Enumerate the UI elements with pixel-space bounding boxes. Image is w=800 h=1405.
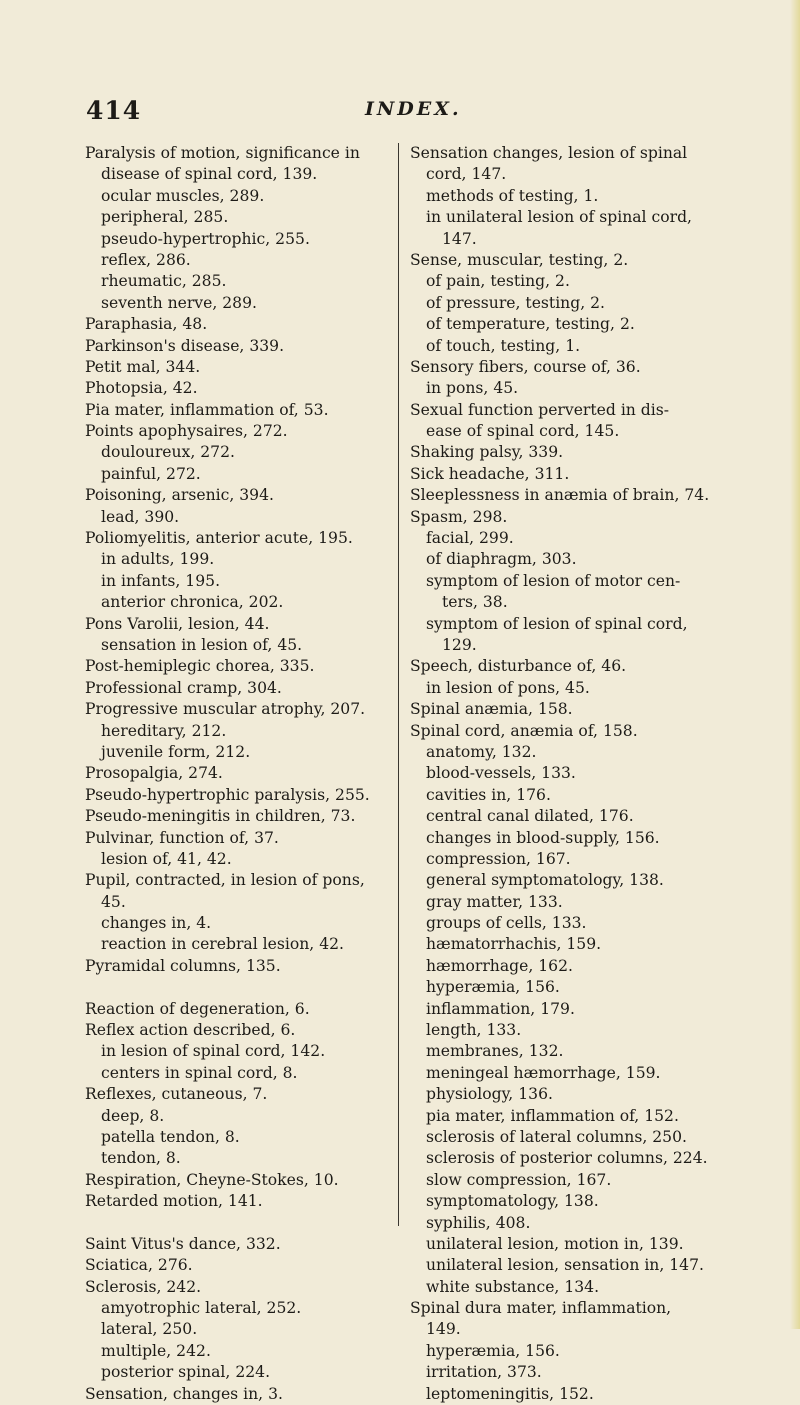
index-entry: Pia mater, inflammation of, 53.	[85, 400, 329, 419]
index-subentry: meningeal hæmorrhage, 159.	[426, 1063, 661, 1082]
index-subentry: syphilis, 408.	[426, 1213, 531, 1232]
index-subentry: length, 133.	[426, 1021, 522, 1040]
index-entry: Sensation, changes in, 3.	[85, 1384, 283, 1403]
index-entry: Pons Varolii, lesion, 44.	[85, 614, 270, 633]
index-entry: Pyramidal columns, 135.	[85, 956, 281, 975]
index-entry: Paraphasia, 48.	[85, 315, 208, 334]
index-subentry: in infants, 195.	[101, 571, 221, 590]
index-subentry: posterior spinal, 224.	[101, 1363, 271, 1382]
index-entry: Sense, muscular, testing, 2.	[410, 250, 629, 269]
index-subentry: symptom of lesion of motor cen-	[426, 571, 681, 590]
index-subentry: 149.	[426, 1320, 461, 1339]
index-subentry: pseudo-hypertrophic, 255.	[101, 229, 310, 248]
index-entry: Pseudo-hypertrophic paralysis, 255.	[85, 785, 370, 804]
index-entry: Pseudo-meningitis in children, 73.	[85, 807, 356, 826]
index-subentry: of temperature, testing, 2.	[426, 315, 635, 334]
index-subentry: patella tendon, 8.	[101, 1127, 240, 1146]
index-subentry: general symptomatology, 138.	[426, 871, 664, 890]
index-subentry: in lesion of pons, 45.	[426, 678, 590, 697]
index-entry: Post-hemiplegic chorea, 335.	[85, 657, 315, 676]
index-subentry: unilateral lesion, motion in, 139.	[426, 1234, 684, 1253]
index-subentry: anatomy, 132.	[426, 742, 537, 761]
index-subentry: disease of spinal cord, 139.	[101, 165, 318, 184]
index-entry: Respiration, Cheyne-Stokes, 10.	[85, 1170, 339, 1189]
index-subentry: leptomeningitis, 152.	[426, 1384, 594, 1403]
index-subentry: hyperæmia, 156.	[426, 978, 560, 997]
index-subentry: central canal dilated, 176.	[426, 807, 634, 826]
index-subentry: hyperæmia, 156.	[426, 1341, 560, 1360]
index-subentry: groups of cells, 133.	[426, 914, 587, 933]
index-subentry: deep, 8.	[101, 1106, 165, 1125]
index-subentry: 147.	[442, 229, 477, 248]
running-title: INDEX.	[365, 98, 462, 120]
index-subentry: hereditary, 212.	[101, 721, 227, 740]
index-entry: Spinal cord, anæmia of, 158.	[410, 721, 638, 740]
index-entry: Spinal dura mater, inflammation,	[410, 1299, 672, 1318]
section-gap	[85, 977, 393, 998]
right-index-column	[410, 143, 714, 1405]
index-entry: Photopsia, 42.	[85, 379, 198, 398]
index-subentry: rheumatic, 285.	[101, 272, 227, 291]
index-subentry: reflex, 286.	[101, 250, 191, 269]
index-entry: Spasm, 298.	[410, 507, 508, 526]
index-subentry: facial, 299.	[426, 529, 514, 548]
index-subentry: membranes, 132.	[426, 1042, 564, 1061]
index-subentry: cord, 147.	[426, 165, 507, 184]
page-header	[0, 96, 800, 130]
index-subentry: lateral, 250.	[101, 1320, 198, 1339]
index-subentry: sensation in lesion of, 45.	[101, 635, 303, 654]
page-edge	[790, 0, 800, 1329]
left-index-column	[85, 143, 393, 1405]
index-subentry: cavities in, 176.	[426, 785, 551, 804]
index-subentry: gray matter, 133.	[426, 892, 563, 911]
index-entry: Saint Vitus's dance, 332.	[85, 1234, 281, 1253]
index-subentry: in lesion of spinal cord, 142.	[101, 1042, 326, 1061]
index-subentry: amyotrophic lateral, 252.	[101, 1299, 302, 1318]
index-subentry: reaction in cerebral lesion, 42.	[101, 935, 345, 954]
index-subentry: sclerosis of lateral columns, 250.	[426, 1127, 687, 1146]
index-subentry: blood-vessels, 133.	[426, 764, 576, 783]
index-subentry: methods of testing, 1.	[426, 186, 599, 205]
index-entry: Prosopalgia, 274.	[85, 764, 223, 783]
index-subentry: ocular muscles, 289.	[101, 186, 265, 205]
index-subentry: compression, 167.	[426, 849, 571, 868]
index-entry: Sensory fibers, course of, 36.	[410, 357, 641, 376]
index-subentry: white substance, 134.	[426, 1277, 600, 1296]
index-subentry: changes in, 4.	[101, 914, 212, 933]
index-subentry: symptomatology, 138.	[426, 1192, 599, 1211]
index-subentry: of pressure, testing, 2.	[426, 293, 605, 312]
index-subentry: in adults, 199.	[101, 550, 215, 569]
index-subentry: ters, 38.	[442, 593, 508, 612]
index-entry: Professional cramp, 304.	[85, 678, 282, 697]
index-subentry: pia mater, inflammation of, 152.	[426, 1106, 679, 1125]
index-entry: Reflex action described, 6.	[85, 1021, 296, 1040]
index-entry: Petit mal, 344.	[85, 357, 201, 376]
index-entry: Sick headache, 311.	[410, 464, 570, 483]
index-subentry: of pain, testing, 2.	[426, 272, 570, 291]
index-entry: Reaction of degeneration, 6.	[85, 999, 310, 1018]
index-subentry: 45.	[101, 892, 126, 911]
index-entry: Shaking palsy, 339.	[410, 443, 564, 462]
index-entry: Poliomyelitis, anterior acute, 195.	[85, 529, 353, 548]
index-subentry: hæmorrhage, 162.	[426, 956, 573, 975]
index-entry: Spinal anæmia, 158.	[410, 700, 573, 719]
index-subentry: slow compression, 167.	[426, 1170, 612, 1189]
index-subentry: in unilateral lesion of spinal cord,	[426, 208, 693, 227]
index-entry: Reflexes, cutaneous, 7.	[85, 1085, 268, 1104]
index-entry: Sexual function perverted in dis-	[410, 400, 670, 419]
index-entry: Pupil, contracted, in lesion of pons,	[85, 871, 365, 890]
index-subentry: centers in spinal cord, 8.	[101, 1063, 298, 1082]
index-entry: Sleeplessness in anæmia of brain, 74.	[410, 486, 710, 505]
index-subentry: painful, 272.	[101, 464, 201, 483]
index-entry: Retarded motion, 141.	[85, 1192, 263, 1211]
index-subentry: sclerosis of posterior columns, 224.	[426, 1149, 708, 1168]
section-gap	[85, 1213, 393, 1234]
index-subentry: peripheral, 285.	[101, 208, 229, 227]
index-subentry: anterior chronica, 202.	[101, 593, 284, 612]
index-entry: Speech, disturbance of, 46.	[410, 657, 627, 676]
index-subentry: physiology, 136.	[426, 1085, 553, 1104]
index-subentry: changes in blood-supply, 156.	[426, 828, 660, 847]
index-entry: Paralysis of motion, significance in	[85, 144, 360, 162]
index-subentry: ease of spinal cord, 145.	[426, 422, 620, 441]
index-subentry: multiple, 242.	[101, 1341, 211, 1360]
index-subentry: douloureux, 272.	[101, 443, 235, 462]
index-subentry: tendon, 8.	[101, 1149, 181, 1168]
index-entry: Progressive muscular atrophy, 207.	[85, 700, 366, 719]
index-subentry: of touch, testing, 1.	[426, 336, 581, 355]
index-entry: Parkinson's disease, 339.	[85, 336, 285, 355]
index-subentry: irritation, 373.	[426, 1363, 542, 1382]
index-subentry: lesion of, 41, 42.	[101, 849, 232, 868]
index-subentry: 129.	[442, 635, 477, 654]
index-entry: Sensation changes, lesion of spinal	[410, 144, 688, 162]
page-number: 414	[86, 96, 142, 125]
column-divider	[398, 143, 399, 1226]
index-subentry: of diaphragm, 303.	[426, 550, 577, 569]
index-entry: Poisoning, arsenic, 394.	[85, 486, 274, 505]
index-subentry: in pons, 45.	[426, 379, 519, 398]
index-subentry: inflammation, 179.	[426, 999, 575, 1018]
index-subentry: unilateral lesion, sensation in, 147.	[426, 1256, 704, 1275]
index-entry: Sclerosis, 242.	[85, 1277, 202, 1296]
index-subentry: juvenile form, 212.	[101, 742, 251, 761]
index-subentry: lead, 390.	[101, 507, 180, 526]
index-entry: Sciatica, 276.	[85, 1256, 193, 1275]
index-subentry: seventh nerve, 289.	[101, 293, 257, 312]
index-entry: Pulvinar, function of, 37.	[85, 828, 279, 847]
index-subentry: hæmatorrhachis, 159.	[426, 935, 602, 954]
index-subentry: symptom of lesion of spinal cord,	[426, 614, 688, 633]
index-entry: Points apophysaires, 272.	[85, 422, 288, 441]
